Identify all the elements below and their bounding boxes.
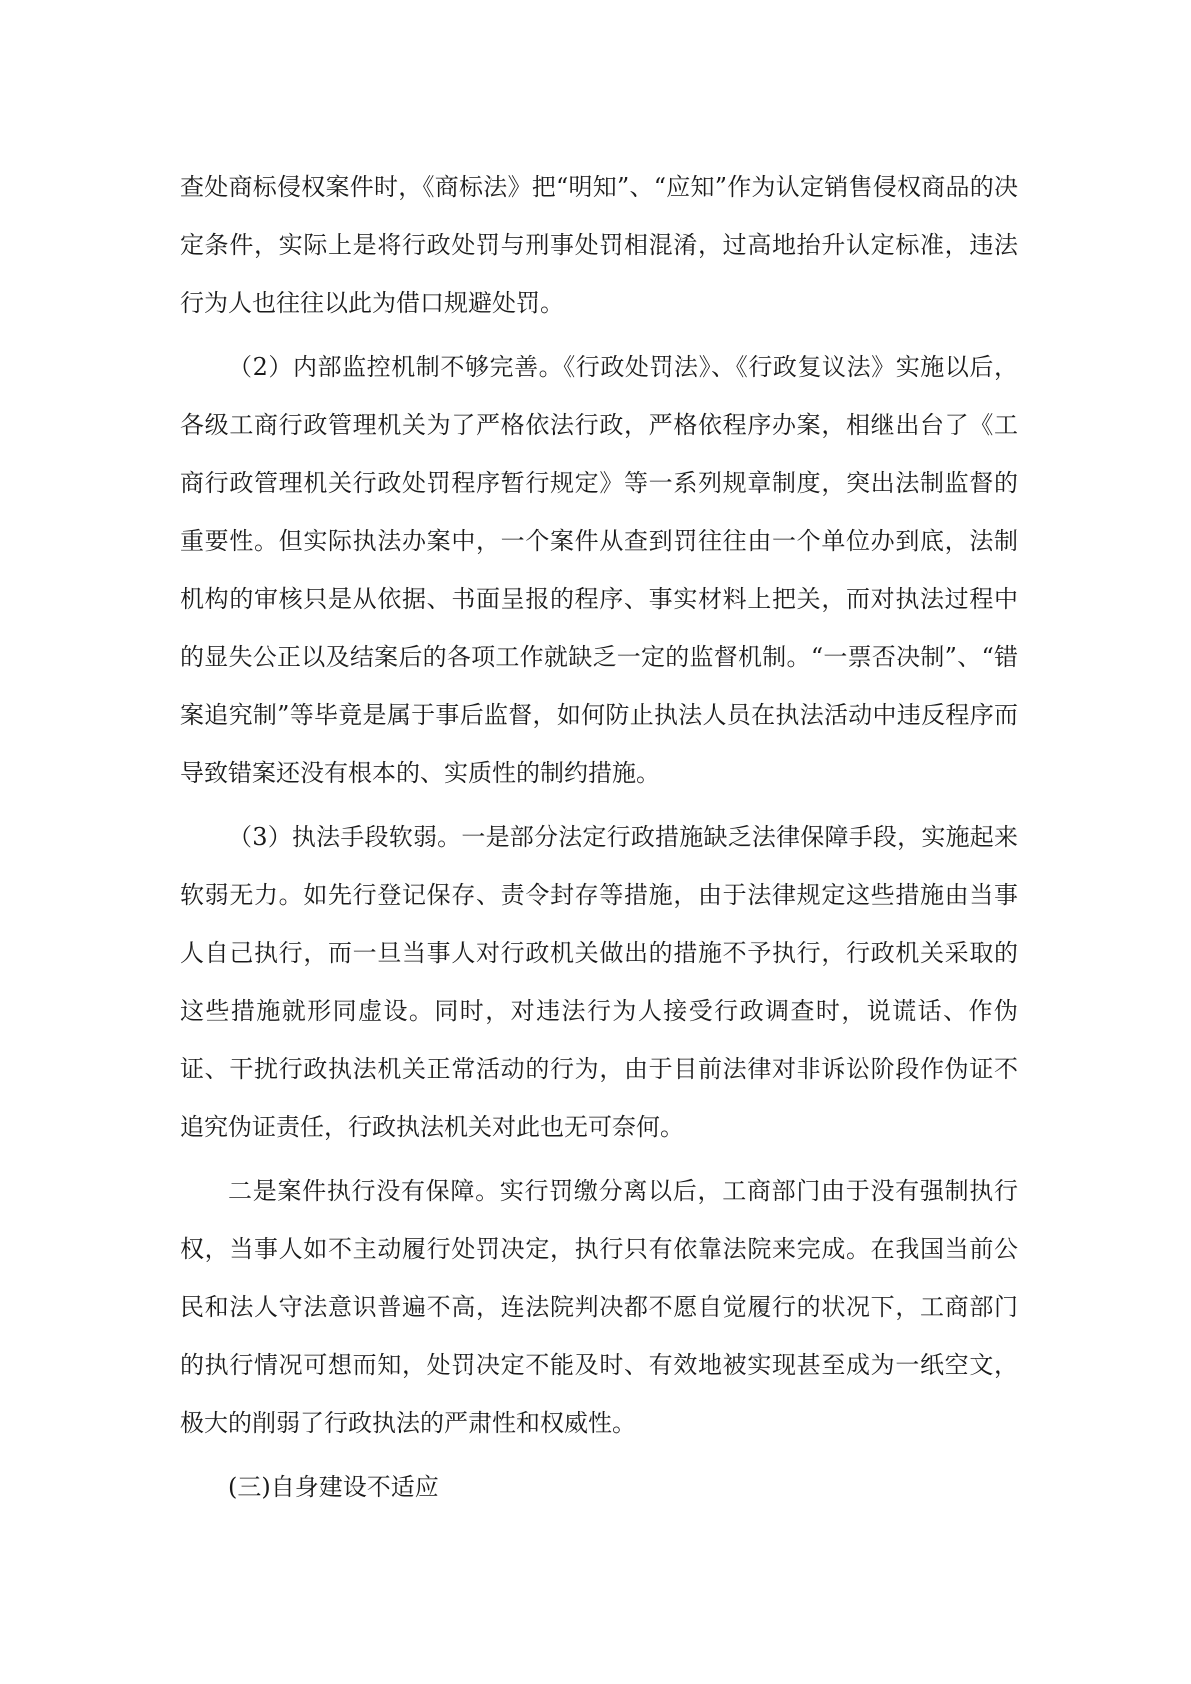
- paragraph-weak-enforcement: （3）执法手段软弱。一是部分法定行政措施缺乏法律保障手段，实施起来软弱无力。如先行登记保存、责令封存等措施，由于法律规定这些措施由当事人自己执行，而一旦当事人对行政机关做出的措施不予执行，行政机关采取的这些措施就形同虚设。同时，对违法行为人接受行政调查时，说谎话、作伪证、干扰行政执法机关正常活动的行为，由于目前法律对非诉讼阶段作伪证不追究伪证责任，行政执法机关对此也无可奈何。: [180, 823, 1018, 1141]
- paragraph-internal-supervision: （2）内部监控机制不够完善。《行政处罚法》、《行政复议法》实施以后，各级工商行政管理机关为了严格依法行政，严格依程序办案，相继出台了《工商行政管理机关行政处罚程序暂行规定》等一系列规章制度，突出法制监督的重要性。但实际执法办案中，一个案件从查到罚往往由一个单位办到底，法制机构的审核只是从依据、书面呈报的程序、事实材料上把关，而对执法过程中的显失公正以及结案后的各项工作就缺乏一定的监督机制。“一票否决制”、“错案追究制”等毕竟是属于事后监督，如何防止执法人员在执法活动中违反程序而导致错案还没有根本的、实质性的制约措施。: [180, 353, 1018, 787]
- paragraph-trademark-cases: 查处商标侵权案件时，《商标法》把“明知”、“应知”作为认定销售侵权商品的决定条件，实际上是将行政处罚与刑事处罚相混淆，过高地抬升认定标准，违法行为人也往往以此为借口规避处罚。: [180, 173, 1018, 317]
- document-body: [180, 158, 1018, 1522]
- paragraph-case-execution: 二是案件执行没有保障。实行罚缴分离以后，工商部门由于没有强制执行权，当事人如不主动履行处罚决定，执行只有依靠法院来完成。在我国当前公民和法人守法意识普遍不高，连法院判决都不愿自觉履行的状况下，工商部门的执行情况可想而知，处罚决定不能及时、有效地被实现甚至成为一纸空文，极大的削弱了行政执法的严肃性和权威性。: [180, 1177, 1018, 1437]
- section-heading-self-construction: (三)自身建设不适应: [228, 1473, 439, 1501]
